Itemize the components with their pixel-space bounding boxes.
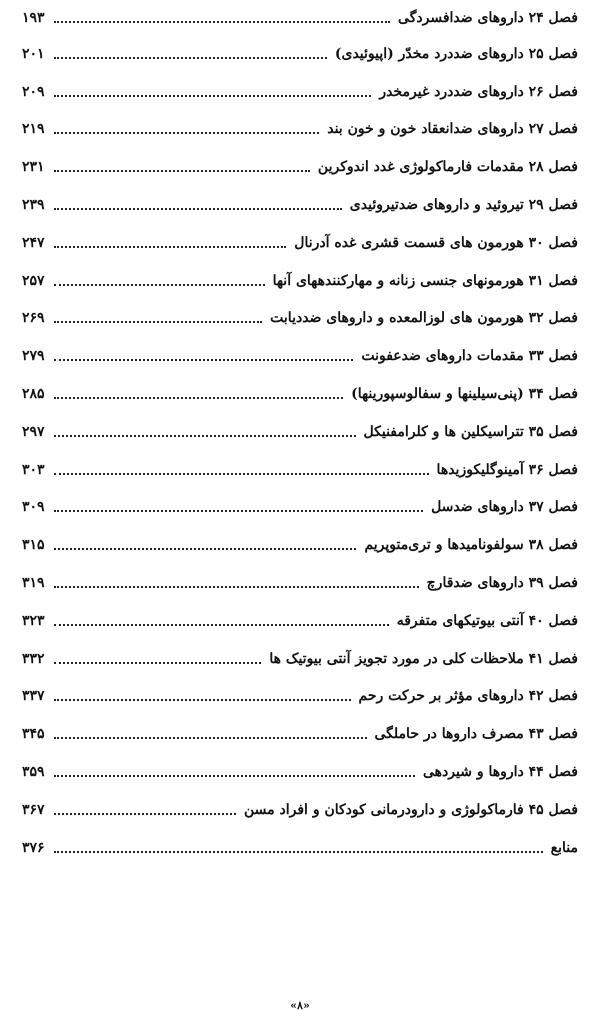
toc-entry [22,602,578,640]
toc-entry-page: ۲۸۵ [22,386,45,403]
toc-entry [22,0,578,35]
toc-leader-dots [54,359,353,361]
toc-entry-title: فصل ۴۲ داروهای مؤثر بر حرکت رحم [358,688,578,705]
toc-entry-page: ۲۰۹ [22,83,45,100]
toc-entry-page: ۲۵۷ [22,272,45,289]
toc-leader-dots [54,435,356,437]
toc-entry [22,791,578,829]
toc-entry-page: ۲۴۷ [22,234,45,251]
toc-leader-dots [54,510,423,512]
toc-entry-page: ۳۱۵ [22,537,45,554]
toc-entry [22,489,578,527]
toc-entry [22,262,578,300]
toc-entry [22,829,578,867]
toc-leader-dots [54,132,319,134]
toc-entry-page: ۲۶۹ [22,310,45,327]
toc-entry-page: ۲۰۱ [22,45,45,62]
toc-entry-page: ۳۰۹ [22,499,45,516]
toc-entry-page: ۳۶۷ [22,801,45,818]
toc-entry-page: ۳۷۶ [22,839,45,856]
toc-entry-page: ۳۳۲ [22,650,45,667]
toc-leader-dots [54,246,286,248]
toc-entry-title: فصل ۴۰ آنتی بیوتیکهای متفرقه [396,612,578,629]
toc-entry-title: فصل ۳۵ تتراسیکلین ها و کلرامفنیکل [363,423,578,440]
toc-entry-title: فصل ۴۴ داروها و شیردهی [422,764,578,781]
toc-entry-title: فصل ۳۴ (پنی‌سیلینها و سفالوسپورینها) [351,386,578,403]
toc-leader-dots [54,473,429,475]
toc-entry-page: ۳۱۹ [22,575,45,592]
toc-entry [22,186,578,224]
toc-leader-dots [54,57,327,59]
toc-leader-dots [54,813,236,815]
toc-entry [22,337,578,375]
toc-entry-title: فصل ۲۵ داروهای ضددرد مخدّر (اپیوئیدی) [334,45,578,62]
toc-entry-title: فصل ۳۷ داروهای ضدسل [431,499,578,516]
toc-entry [22,753,578,791]
toc-entry-title: فصل ۳۳ مقدمات داروهای ضدعفونت [361,348,578,365]
toc-leader-dots [54,208,342,210]
toc-entry-title: فصل ۳۲ هورمون های لوزالمعده و داروهای ضددیابت [270,310,578,327]
toc-leader-dots [54,851,543,853]
toc-leader-dots [54,95,371,97]
toc-leader-dots [54,170,310,172]
toc-entry-title: فصل ۲۶ داروهای ضددرد غیرمخدر [379,83,578,100]
toc-entry-title: فصل ۴۵ فارماکولوژی و دارودرمانی کودکان و افراد مسن [244,801,578,818]
toc-entry-page: ۱۹۳ [22,9,45,26]
toc-entry-page: ۲۳۹ [22,197,45,214]
toc-leader-dots [54,397,343,399]
toc-leader-dots [54,586,419,588]
toc-entry-page: ۳۴۵ [22,726,45,743]
toc-entry [22,715,578,753]
toc-entry-title: فصل ۳۹ داروهای ضدقارچ [426,575,578,592]
toc-leader-dots [54,624,389,626]
toc-entry [22,300,578,338]
toc-entry-page: ۳۵۹ [22,764,45,781]
table-of-contents [22,0,578,867]
toc-entry [22,35,578,73]
toc-entry-title: فصل ۳۶ آمینوگلیکوزیدها [436,461,578,478]
toc-entry [22,526,578,564]
toc-leader-dots [54,699,351,701]
toc-entry-title: فصل ۲۹ تیروئید و داروهای ضدتیروئیدی [349,197,578,214]
toc-leader-dots [54,662,261,664]
toc-leader-dots [54,21,390,23]
toc-leader-dots [54,321,262,323]
toc-entry-title: فصل ۴۳ مصرف داروها در حاملگی [374,726,578,743]
toc-leader-dots [54,775,415,777]
toc-entry [22,148,578,186]
toc-entry [22,224,578,262]
toc-entry-title: فصل ۳۸ سولفونامیدها و تری‌متوپریم [364,537,578,554]
toc-entry [22,564,578,602]
toc-entry-page: ۳۲۳ [22,612,45,629]
toc-entry [22,413,578,451]
toc-entry-title: فصل ۳۰ هورمون های قسمت قشری غده آدرنال [294,234,578,251]
toc-entry-page: ۲۱۹ [22,121,45,138]
toc-entry-page: ۳۳۷ [22,688,45,705]
toc-entry-page: ۳۰۳ [22,461,45,478]
toc-entry [22,640,578,678]
toc-entry-page: ۲۳۱ [22,159,45,176]
toc-leader-dots [54,737,367,739]
toc-leader-dots [54,548,356,550]
toc-entry-page: ۲۷۹ [22,348,45,365]
page-number: «۸» [290,999,310,1012]
toc-entry-title: فصل ۲۴ داروهای ضدافسردگی [398,9,578,26]
toc-entry-title: فصل ۳۱ هورمونهای جنسی زنانه و مهارکنندههای آنها [272,272,578,289]
toc-entry-title: فصل ۲۷ داروهای ضدانعقاد خون و خون بند [327,121,578,138]
toc-leader-dots [54,284,265,286]
toc-entry [22,678,578,716]
toc-entry [22,451,578,489]
toc-entry-page: ۲۹۷ [22,423,45,440]
toc-entry [22,111,578,149]
toc-entry [22,375,578,413]
toc-entry-title: فصل ۴۱ ملاحظات کلی در مورد تجویز آنتی بیوتیک ها [269,650,578,667]
toc-entry-title: منابع [550,839,578,856]
toc-entry [22,73,578,111]
toc-entry-title: فصل ۲۸ مقدمات فارماکولوژی غدد اندوکرین [317,159,578,176]
